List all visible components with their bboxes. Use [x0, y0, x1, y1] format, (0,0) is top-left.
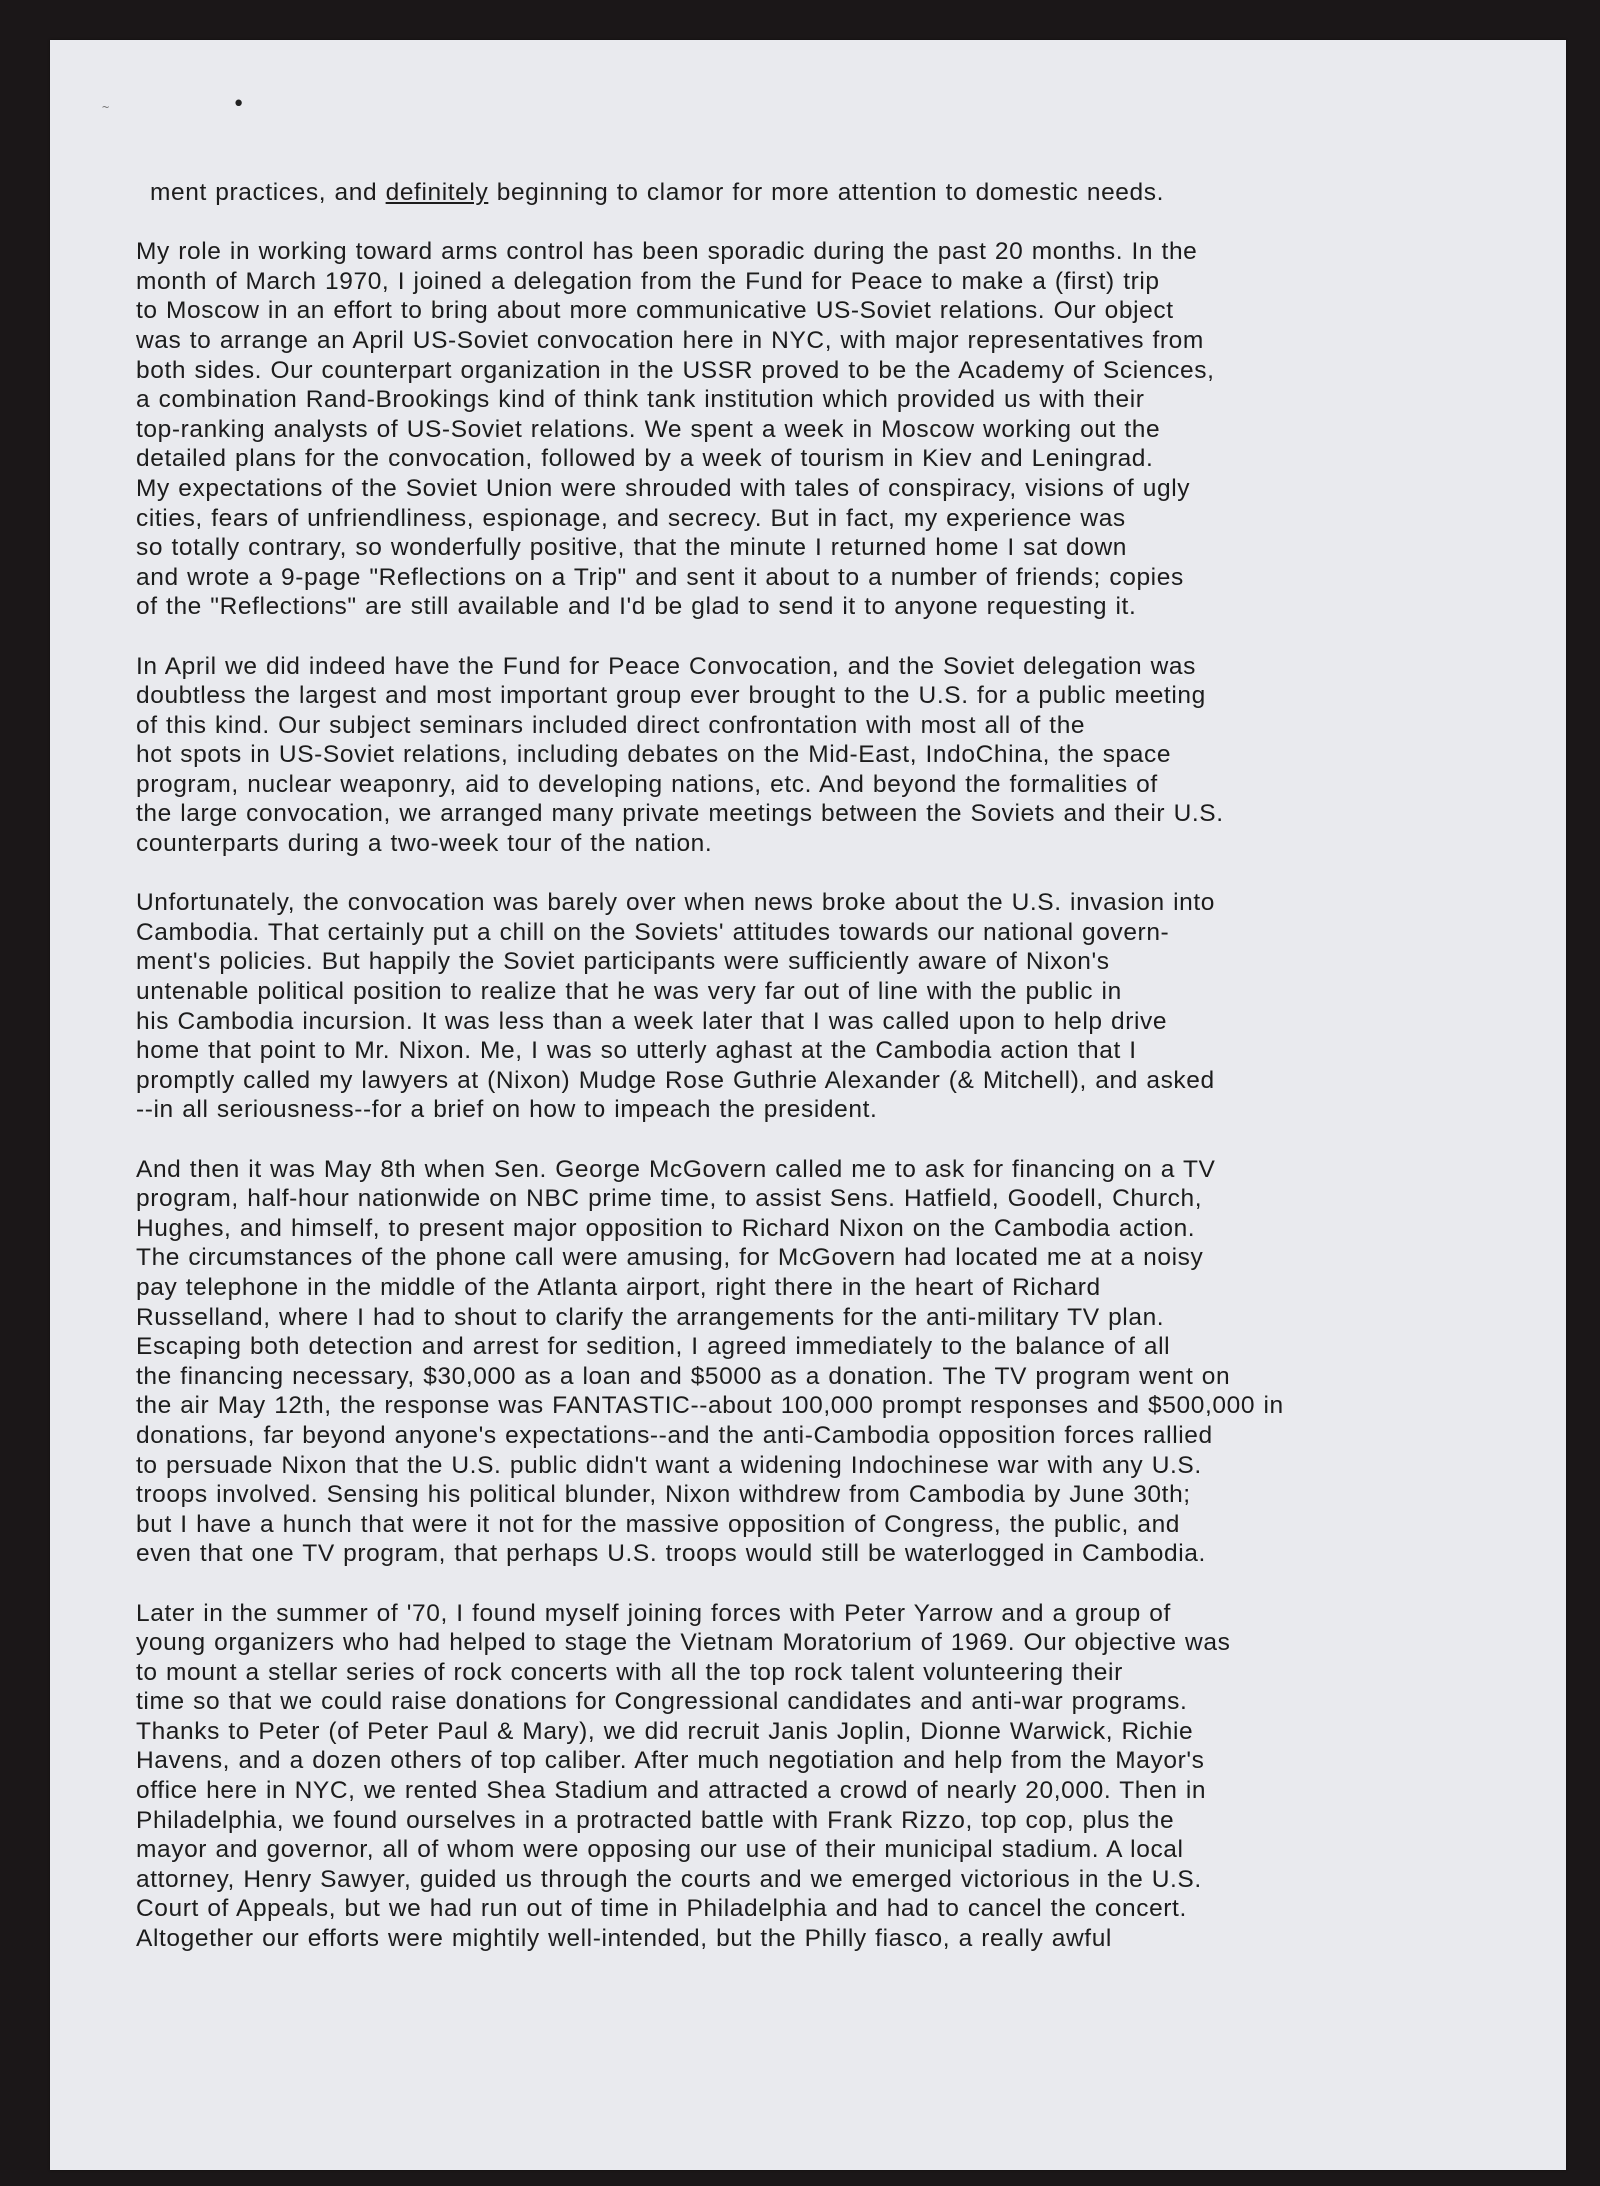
text-line: even that one TV program, that perhaps U.S. troops would still be waterlogged in Cambodia. — [136, 1540, 1206, 1568]
text-line: ment's policies. But happily the Soviet participants were sufficiently aware of Nixon's — [136, 948, 1110, 976]
text-line: promptly called my lawyers at (Nixon) Mudge Rose Guthrie Alexander (& Mitchell), and asked — [136, 1066, 1215, 1094]
paragraph — [136, 1599, 1536, 1954]
text-line: to Moscow in an effort to bring about more communicative US-Soviet relations. Our object — [136, 297, 1174, 325]
text-line: program, half-hour nationwide on NBC prime time, to assist Sens. Hatfield, Goodell, Church, — [136, 1185, 1203, 1213]
text-line: mayor and governor, all of whom were opposing our use of their municipal stadium. A local — [136, 1836, 1184, 1864]
text-line: young organizers who had helped to stage the Vietnam Moratorium of 1969. Our objective was — [136, 1629, 1231, 1657]
text-line: both sides. Our counterpart organization in the USSR proved to be the Academy of Sciences, — [136, 356, 1215, 384]
text-line: the financing necessary, $30,000 as a loan and $5000 as a donation. The TV program went on — [136, 1362, 1231, 1390]
text-line: Thanks to Peter (of Peter Paul & Mary), we did recruit Janis Joplin, Dionne Warwick, Richie — [136, 1717, 1194, 1745]
text-line: Russelland, where I had to shout to clarify the arrangements for the anti-military TV plan. — [136, 1303, 1165, 1331]
ink-dot-mark: • — [232, 92, 246, 117]
text-line: cities, fears of unfriendliness, espionage, and secrecy. But in fact, my experience was — [136, 504, 1126, 532]
text-line: his Cambodia incursion. It was less than a week later that I was called upon to help drive — [136, 1007, 1168, 1035]
text-segment: beginning to clamor for more attention to domestic needs. — [488, 179, 1165, 206]
text-line: The circumstances of the phone call were amusing, for McGovern had located me at a noisy — [136, 1244, 1204, 1272]
paragraph — [136, 237, 1536, 622]
text-line: detailed plans for the convocation, followed by a week of tourism in Kiev and Leningrad. — [136, 445, 1154, 473]
text-line: the large convocation, we arranged many private meetings between the Soviets and their U.S. — [136, 800, 1224, 828]
text-line: attorney, Henry Sawyer, guided us through the courts and we emerged victorious in the U.S. — [136, 1865, 1202, 1893]
typed-text-body — [136, 178, 1536, 1983]
text-line: counterparts during a two-week tour of the nation. — [136, 830, 713, 858]
text-line: so totally contrary, so wonderfully positive, that the minute I returned home I sat down — [136, 534, 1128, 562]
text-line: troops involved. Sensing his political blunder, Nixon withdrew from Cambodia by June 30th; — [136, 1481, 1191, 1509]
text-line: Philadelphia, we found ourselves in a protracted battle with Frank Rizzo, top cop, plus the — [136, 1806, 1175, 1834]
text-line: And then it was May 8th when Sen. George McGovern called me to ask for financing on a TV — [136, 1155, 1216, 1183]
text-line: home that point to Mr. Nixon. Me, I was so utterly aghast at the Cambodia action that I — [136, 1037, 1137, 1065]
text-line: Havens, and a dozen others of top caliber. After much negotiation and help from the Mayor's — [136, 1747, 1205, 1775]
underlined-word: definitely — [385, 179, 489, 206]
text-line: untenable political position to realize that he was very far out of line with the public in — [136, 978, 1122, 1006]
text-line — [150, 178, 1536, 208]
text-line: program, nuclear weaponry, aid to developing nations, etc. And beyond the formalities of — [136, 770, 1158, 798]
text-line: month of March 1970, I joined a delegation from the Fund for Peace to make a (first) trip — [136, 267, 1160, 295]
text-line: and wrote a 9-page "Reflections on a Trip" and sent it about to a number of friends; copies — [136, 563, 1184, 591]
text-line: My expectations of the Soviet Union were shrouded with tales of conspiracy, visions of ugly — [136, 474, 1191, 502]
text-line: In April we did indeed have the Fund for Peace Convocation, and the Soviet delegation was — [136, 652, 1196, 680]
paragraph — [150, 178, 1536, 208]
text-line: a combination Rand-Brookings kind of think tank institution which provided us with their — [136, 386, 1145, 414]
text-line: --in all seriousness--for a brief on how to impeach the president. — [136, 1096, 878, 1124]
margin-tick-mark: ~ — [102, 100, 110, 114]
text-line: hot spots in US-Soviet relations, including debates on the Mid-East, IndoChina, the space — [136, 741, 1172, 769]
text-line: Unfortunately, the convocation was barely over when news broke about the U.S. invasion into — [136, 889, 1216, 917]
text-line: Cambodia. That certainly put a chill on the Soviets' attitudes towards our national govern- — [136, 918, 1170, 946]
text-line: donations, far beyond anyone's expectations--and the anti-Cambodia opposition forces rallied — [136, 1421, 1213, 1449]
text-line: to persuade Nixon that the U.S. public didn't want a widening Indochinese war with any U.S. — [136, 1451, 1202, 1479]
text-line: doubtless the largest and most important group ever brought to the U.S. for a public meeting — [136, 682, 1206, 710]
text-line: of the "Reflections" are still available and I'd be glad to send it to anyone requesting it. — [136, 593, 1137, 621]
text-line: top-ranking analysts of US-Soviet relations. We spent a week in Moscow working out the — [136, 415, 1161, 443]
text-line: the air May 12th, the response was FANTASTIC--about 100,000 prompt responses and $500,000 in — [136, 1392, 1284, 1420]
text-line: office here in NYC, we rented Shea Stadium and attracted a crowd of nearly 20,000. Then in — [136, 1777, 1207, 1805]
text-line: time so that we could raise donations for Congressional candidates and anti-war programs. — [136, 1688, 1188, 1716]
text-line: Court of Appeals, but we had run out of time in Philadelphia and had to cancel the concert. — [136, 1895, 1187, 1923]
text-line: was to arrange an April US-Soviet convocation here in NYC, with major representatives from — [136, 326, 1204, 354]
text-line: Later in the summer of '70, I found myself joining forces with Peter Yarrow and a group of — [136, 1599, 1171, 1627]
text-line: Altogether our efforts were mightily well-intended, but the Philly fiasco, a really awful — [136, 1925, 1112, 1953]
paragraph — [136, 888, 1536, 1125]
text-line: Escaping both detection and arrest for sedition, I agreed immediately to the balance of all — [136, 1333, 1171, 1361]
text-line: to mount a stellar series of rock concerts with all the top rock talent volunteering their — [136, 1658, 1123, 1686]
text-line: pay telephone in the middle of the Atlanta airport, right there in the heart of Richard — [136, 1273, 1101, 1301]
text-line: of this kind. Our subject seminars included direct confrontation with most all of the — [136, 711, 1086, 739]
text-line: Hughes, and himself, to present major opposition to Richard Nixon on the Cambodia action. — [136, 1214, 1196, 1242]
text-line: but I have a hunch that were it not for the massive opposition of Congress, the public, and — [136, 1510, 1181, 1538]
paragraph — [136, 1155, 1536, 1569]
text-segment: ment practices, and — [150, 179, 386, 206]
text-line: My role in working toward arms control has been sporadic during the past 20 months. In the — [136, 238, 1198, 266]
document-page — [50, 40, 1566, 2170]
paragraph — [136, 652, 1536, 859]
